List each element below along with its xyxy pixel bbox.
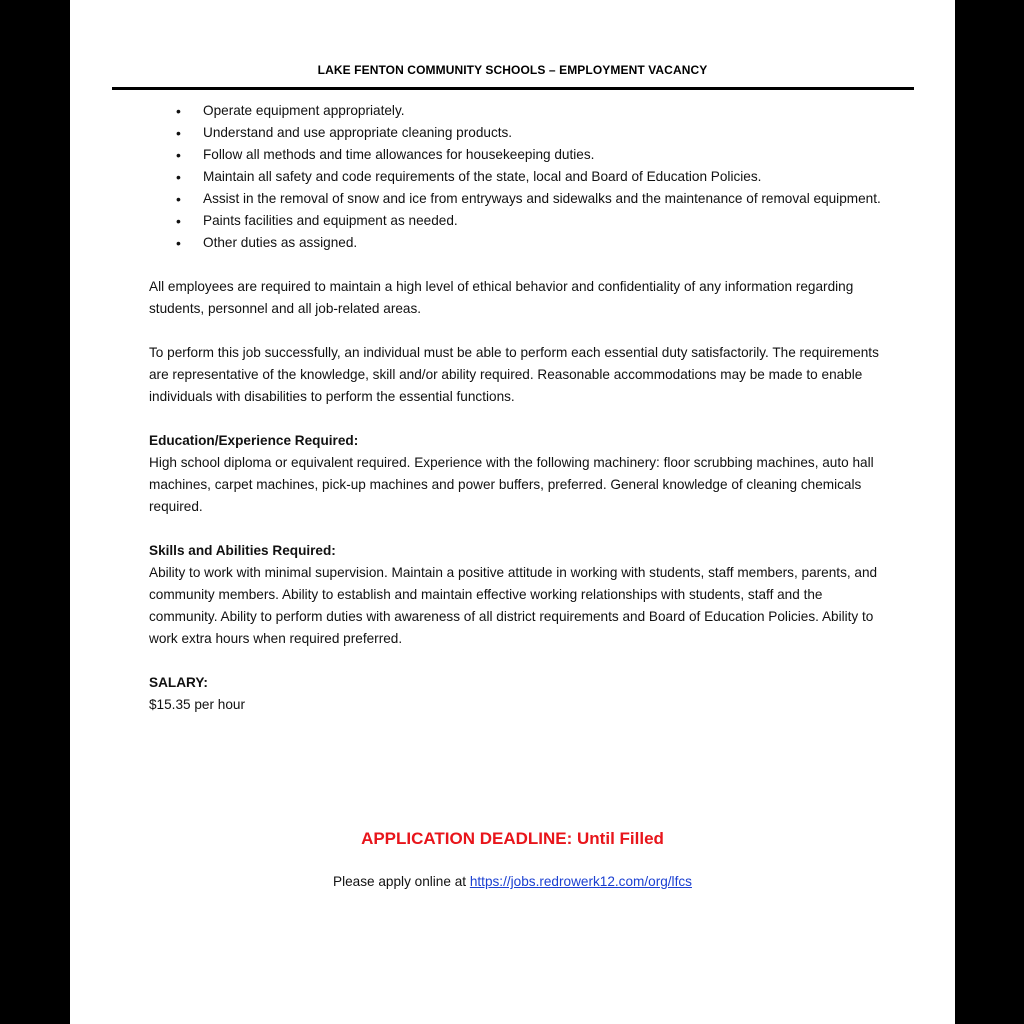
list-item: • Understand and use appropriate cleaning products.: [203, 122, 889, 144]
application-deadline: APPLICATION DEADLINE: Until Filled: [361, 829, 664, 848]
education-text: High school diploma or equivalent required. Experience with the following machinery: floor scrubbing machines, auto hall machines, carpet machines, pick-up machines and power buffers, preferred. General knowledge of cleaning chemicals required.: [149, 455, 874, 514]
apply-link[interactable]: https://jobs.redrowerk12.com/org/lfcs: [469, 874, 692, 889]
list-item: • Follow all methods and time allowances for housekeeping duties.: [203, 144, 889, 166]
list-item: • Assist in the removal of snow and ice from entryways and sidewalks and the maintenance of removal equipment.: [203, 188, 889, 210]
header-divider: [112, 87, 914, 90]
apply-prefix: Please apply online at: [333, 874, 470, 889]
salary-value: $15.35 per hour: [149, 697, 245, 712]
document-body: [149, 100, 889, 716]
education-heading: Education/Experience Required:: [149, 433, 359, 448]
skills-heading: Skills and Abilities Required:: [149, 543, 336, 558]
document-header-title: LAKE FENTON COMMUNITY SCHOOLS – EMPLOYMENT VACANCY: [317, 63, 708, 77]
skills-text: Ability to work with minimal supervision. Maintain a positive attitude in working with students, staff members, parents, and community members. Ability to establish and maintain effective working relationships with students, staff and the community. Ability to perform duties with awareness of all district requirements and Board of Education Policies. Ability to work extra hours when required preferred.: [149, 565, 878, 646]
list-item: • Other duties as assigned.: [203, 232, 889, 254]
document-page: [70, 0, 955, 1024]
list-item: • Paints facilities and equipment as needed.: [203, 210, 889, 232]
performance-paragraph: To perform this job successfully, an individual must be able to perform each essential duty satisfactorily. The requirements are representative of the knowledge, skill and/or ability required. Reasonable accommodations may be made to enable individuals with disabilities to perform the essential functions.: [149, 345, 879, 404]
ethics-paragraph: All employees are required to maintain a high level of ethical behavior and confidentiality of any information regarding students, personnel and all job-related areas.: [149, 279, 854, 316]
salary-heading: SALARY:: [149, 675, 208, 690]
list-item: • Maintain all safety and code requirements of the state, local and Board of Education Policies.: [203, 166, 889, 188]
apply-line: [70, 874, 955, 889]
list-item: • Operate equipment appropriately.: [203, 100, 889, 122]
duties-list: [149, 100, 889, 254]
